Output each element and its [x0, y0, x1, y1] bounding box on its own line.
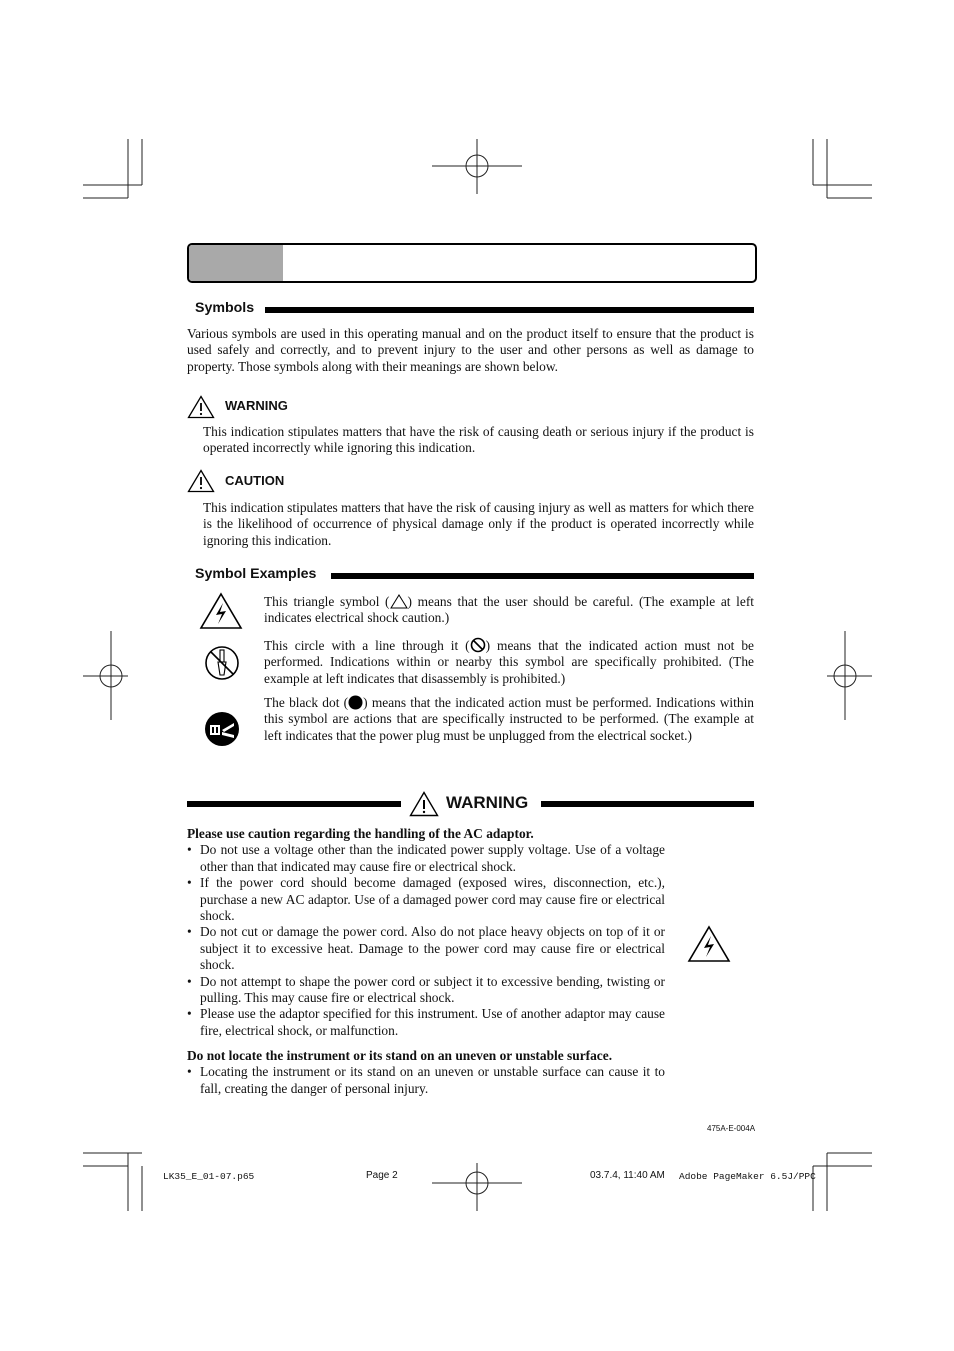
dot-example-text: The black dot ( ) means that the indicated action must be performed. Indications within this symbol are actions that are specifically instructed to be performed. (The example at left indicates that the power plug must be unplugged from the electrical socket.): [264, 695, 754, 743]
unplug-icon: [204, 711, 240, 747]
black-dot-inline-icon: [348, 695, 363, 710]
electric-shock-triangle-icon: [687, 925, 731, 963]
electric-shock-triangle-icon: [199, 592, 243, 630]
footer-timestamp: 03.7.4, 11:40 AM: [590, 1170, 665, 1181]
list-item: • Locating the instrument or its stand on an uneven or unstable surface can cause it to fall, creating the danger of personal injury.: [187, 1064, 665, 1097]
warning-banner-title: WARNING: [446, 793, 529, 812]
warning-group-ac-adaptor: [187, 826, 665, 1039]
caution-definition: This indication stipulates matters that have the risk of causing injury as well as matters for which there is the likelihood of occurrence of physical damage only if the product is operated incorrectly while ignoring this indication.: [203, 500, 754, 548]
list-item: • Please use the adaptor specified for this instrument. Use of another adaptor may cause fire, electrical shock, or malfunction.: [187, 1006, 665, 1039]
warning-banner-triangle-icon: [409, 791, 439, 817]
symbols-heading: Symbols: [195, 300, 255, 316]
caution-triangle-icon: [187, 469, 215, 493]
prohibition-inline-icon: [470, 637, 486, 653]
unstable-surface-heading: Do not locate the instrument or its stand on an uneven or unstable surface.: [187, 1048, 613, 1063]
warning-definition: This indication stipulates matters that have the risk of causing death or serious injury if the product is operated incorrectly while ignoring this indication.: [203, 424, 754, 456]
symbols-intro: Various symbols are used in this operating manual and on the product itself to ensure that the product is used safely and correctly, and to prevent injury to the user and other persons as well as damage to property. Those symbols along with their meanings are shown below.: [187, 326, 754, 374]
triangle-example-text: This triangle symbol ( ) means that the user should be careful. (The example at left indicates electrical shock caution.): [264, 594, 755, 626]
ac-adaptor-list: [187, 842, 665, 1039]
warning-banner-bar-right: [541, 801, 754, 807]
warning-triangle-icon: [187, 395, 215, 419]
caution-label: CAUTION: [225, 473, 285, 488]
no-disassembly-icon: [203, 644, 241, 682]
unstable-surface-list: [187, 1064, 665, 1097]
footer-app: Adobe PageMaker 6.5J/PPC: [679, 1171, 816, 1182]
footer-filename: LK35_E_01-07.p65: [163, 1171, 255, 1182]
section-header-tab: [189, 245, 283, 281]
list-item: • Do not attempt to shape the power cord or subject it to excessive bending, twisting or pulling. This may cause fire or electrical shock.: [187, 974, 665, 1007]
caution-triangle-inline-icon: [390, 594, 408, 609]
symbol-examples-heading: Symbol Examples: [195, 566, 317, 582]
ac-adaptor-heading: Please use caution regarding the handling of the AC adaptor.: [187, 826, 534, 841]
warning-group-unstable-surface: [187, 1048, 665, 1097]
document-code: 475A-E-004A: [707, 1124, 756, 1133]
footer-page: Page 2: [366, 1170, 398, 1181]
circle-example-text: This circle with a line through it ( ) means that the indicated action must not be performed. Indications within or nearby this symbol are specifically prohibited. (The example at left indicates that disassembly is prohibited.): [264, 638, 754, 686]
warning-banner-bar-left: [187, 801, 401, 807]
symbol-examples-heading-bar: [331, 573, 754, 579]
warning-label: WARNING: [225, 398, 288, 413]
list-item: • Do not use a voltage other than the indicated power supply voltage. Use of a voltage other than that indicated may cause fire or electrical shock.: [187, 842, 665, 875]
list-item: • Do not cut or damage the power cord. Also do not place heavy objects on top of it or subject it to excessive heat. Damage to the power cord may cause fire or electrical shock.: [187, 924, 665, 973]
symbols-heading-bar: [265, 307, 754, 313]
section-header-box: [187, 243, 757, 283]
list-item: • If the power cord should become damaged (exposed wires, disconnection, etc.), purchase a new AC adaptor. Use of a damaged power cord may cause fire or electrical shock.: [187, 875, 665, 924]
